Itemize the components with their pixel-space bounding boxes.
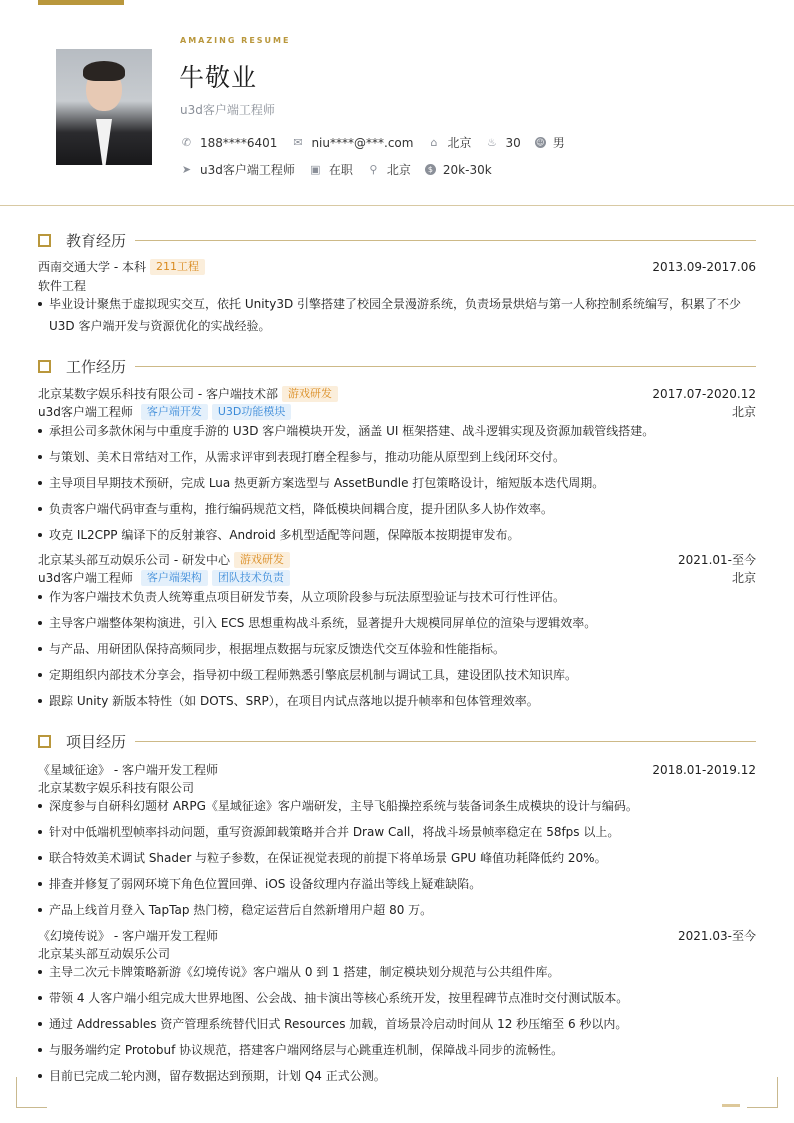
resume-header <box>0 0 794 206</box>
project-company: 北京某数字娱乐科技有限公司 <box>38 781 195 795</box>
photo-shirt <box>96 119 112 165</box>
education-bullet: 毕业设计聚焦于虚拟现实交互，依托 Unity3D 引擎搭建了校园全景漫游系统，负责场景烘焙与第一人称控制系统编写，积累了不少 U3D 客户端开发与资源优化的实战经验。 <box>38 293 756 337</box>
job-position: u3d客户端工程师 <box>38 405 133 419</box>
phone-icon: ✆ <box>181 136 192 149</box>
job-company: 北京某头部互动娱乐公司 - 研发中心 <box>38 553 230 567</box>
job-position-row <box>38 403 756 420</box>
job-bullet: 定期组织内部技术分享会，指导初中级工程师熟悉引擎底层机制与调试工具，建设团队技术知识库。 <box>38 664 756 686</box>
location-icon: ⚲ <box>369 163 378 176</box>
project-bullet: 主导二次元卡牌策略新游《幻境传说》客户端从 0 到 1 搭建，制定模块划分规范与公共组件库。 <box>38 961 756 983</box>
job-tag: 客户端架构 <box>141 570 208 586</box>
job-badge: 游戏研发 <box>282 386 338 402</box>
job-bullet: 跟踪 Unity 新版本特性（如 DOTS、SRP），在项目内试点落地以提升帧率和包体管理效率。 <box>38 690 756 712</box>
job-company-row <box>38 385 756 402</box>
job-bullet: 作为客户端技术负责人统筹重点项目研发节奏，从立项阶段参与玩法原型验证与技术可行性评估。 <box>38 586 756 608</box>
target-city-info <box>367 161 411 178</box>
project-name: 《星域征途》 - 客户端开发工程师 <box>38 763 218 777</box>
project-name: 《幻境传说》 - 客户端开发工程师 <box>38 929 218 943</box>
job-tag: 客户端开发 <box>141 404 208 420</box>
status-info <box>309 161 353 178</box>
corner-decoration-left <box>16 1077 47 1108</box>
salary-info <box>425 163 492 177</box>
section-label: 项目经历 <box>66 732 127 751</box>
project-bullet: 联合特效美术调试 Shader 与粒子参数，在保证视觉表现的前提下将单场景 GPU 峰值功耗降低约 20%。 <box>38 847 756 869</box>
corner-decoration-right <box>747 1077 778 1108</box>
job-badge: 游戏研发 <box>234 552 290 568</box>
job-city: 北京 <box>731 405 756 419</box>
target-city-text: 北京 <box>386 163 411 177</box>
project-name-row <box>38 927 756 944</box>
section-divider <box>135 240 756 241</box>
hometown-text: 北京 <box>447 136 472 150</box>
job-bullet: 与策划、美术日常结对工作，从需求评审到表现打磨全程参与，推动功能从原型到上线闭环交付。 <box>38 446 756 468</box>
project-bullet: 产品上线首月登入 TapTap 热门榜，稳定运营后自然新增用户超 80 万。 <box>38 899 756 921</box>
school-name: 西南交通大学 - 本科 <box>38 260 146 274</box>
project-bullet: 目前已完成二轮内测，留存数据达到预期，计划 Q4 正式公测。 <box>38 1065 756 1087</box>
email-info <box>291 136 413 150</box>
project-bullet: 带领 4 人客户端小组完成大世界地图、公会战、抽卡演出等核心系统开发，按里程碑节点准时交付测试版本。 <box>38 987 756 1009</box>
job-intent-row <box>180 161 506 178</box>
project-company: 北京某头部互动娱乐公司 <box>38 947 171 961</box>
job-company: 北京某数字娱乐科技有限公司 - 客户端技术部 <box>38 387 278 401</box>
project-period: 2021.03-至今 <box>678 929 756 943</box>
job-bullet: 主导项目早期技术预研，完成 Lua 热更新方案选型与 AssetBundle 打包策略设计，缩短版本迭代周期。 <box>38 472 756 494</box>
status-text: 在职 <box>328 163 353 177</box>
major-name: 软件工程 <box>38 279 87 293</box>
resume-tagline: AMAZING RESUME <box>180 36 291 45</box>
section-label: 工作经历 <box>66 357 127 376</box>
salary-text: 20k-30k <box>442 162 492 177</box>
job-tag: U3D功能模块 <box>212 404 292 420</box>
job-period: 2017.07-2020.12 <box>652 386 756 401</box>
target-role-text: u3d客户端工程师 <box>200 163 295 177</box>
mail-icon: ✉ <box>293 136 303 149</box>
cake-icon: ♨ <box>487 136 497 149</box>
phone-text: 188****6401 <box>200 135 278 150</box>
hometown-info <box>427 134 471 151</box>
job-bullet: 与产品、用研团队保持高频同步，根据埋点数据与玩家反馈迭代交互体验和性能指标。 <box>38 638 756 660</box>
footer-accent-mark <box>722 1104 740 1107</box>
job-position-row <box>38 569 756 586</box>
job-bullet: 负责客户端代码审查与重构，推行编码规范文档，降低模块间耦合度，提升团队多人协作效率。 <box>38 498 756 520</box>
target-role-info <box>180 161 295 178</box>
job-tag: 团队技术负责 <box>212 570 290 586</box>
education-section-title <box>38 232 756 248</box>
home-icon: ⌂ <box>430 136 438 149</box>
send-icon: ➤ <box>181 163 192 176</box>
photo-hair <box>83 61 125 81</box>
job-bullet: 承担公司多款休闲与中重度手游的 U3D 客户端模块开发，涵盖 UI 框架搭建、战斗逻辑实现及资源加载管线搭建。 <box>38 420 756 442</box>
gender-text: 男 <box>552 136 565 150</box>
gender-icon: ☺ <box>536 138 545 147</box>
candidate-name: 牛敬业 <box>179 63 258 92</box>
projects-section-title <box>38 733 756 749</box>
job-bullet: 攻克 IL2CPP 编译下的反射兼容、Android 多机型适配等问题，保障版本按期提审发布。 <box>38 524 756 546</box>
project-bullet: 排查并修复了弱网环境下角色位置回弹、iOS 设备纹理内存溢出等线上疑难缺陷。 <box>38 873 756 895</box>
age-text: 30 <box>505 135 521 150</box>
section-square-icon <box>38 360 51 373</box>
education-school-row <box>38 258 756 275</box>
section-square-icon <box>38 735 51 748</box>
briefcase-icon: ▣ <box>310 163 321 176</box>
section-square-icon <box>38 234 51 247</box>
work-section-title <box>38 358 756 374</box>
project-bullet: 通过 Addressables 资产管理系统替代旧式 Resources 加载，首场景冷启动时间从 12 秒压缩至 6 秒以内。 <box>38 1013 756 1035</box>
profile-photo <box>56 49 152 165</box>
project-bullet: 针对中低端机型帧率抖动问题，重写资源卸载策略并合并 Draw Call，将战斗场景帧率稳定在 58fps 以上。 <box>38 821 756 843</box>
section-label: 教育经历 <box>66 231 127 250</box>
email-text: niu****@***.com <box>311 135 414 150</box>
school-badge: 211工程 <box>150 259 205 275</box>
gender-info <box>535 134 565 151</box>
job-period: 2021.01-至今 <box>678 553 756 567</box>
money-icon: $ <box>425 164 436 175</box>
project-period: 2018.01-2019.12 <box>652 762 756 777</box>
section-divider <box>135 741 756 742</box>
project-name-row <box>38 761 756 778</box>
candidate-role: u3d客户端工程师 <box>180 103 275 117</box>
section-divider <box>135 366 756 367</box>
job-company-row <box>38 551 756 568</box>
job-bullet: 主导客户端整体架构演进，引入 ECS 思想重构战斗系统，显著提升大规模同屏单位的渲染与逻辑效率。 <box>38 612 756 634</box>
project-bullet: 深度参与自研科幻题材 ARPG《星域征途》客户端研发，主导飞船操控系统与装备词条生成模块的设计与编码。 <box>38 795 756 817</box>
project-company-row <box>38 779 756 796</box>
job-position: u3d客户端工程师 <box>38 571 133 585</box>
phone-info <box>180 136 277 150</box>
project-company-row <box>38 945 756 962</box>
contact-info-row <box>180 134 579 151</box>
job-city: 北京 <box>731 571 756 585</box>
education-period: 2013.09-2017.06 <box>652 259 756 274</box>
age-info <box>485 136 520 150</box>
project-bullet: 与服务端约定 Protobuf 协议规范，搭建客户端网络层与心跳重连机制，保障战斗同步的流畅性。 <box>38 1039 756 1061</box>
education-major-row <box>38 277 756 294</box>
